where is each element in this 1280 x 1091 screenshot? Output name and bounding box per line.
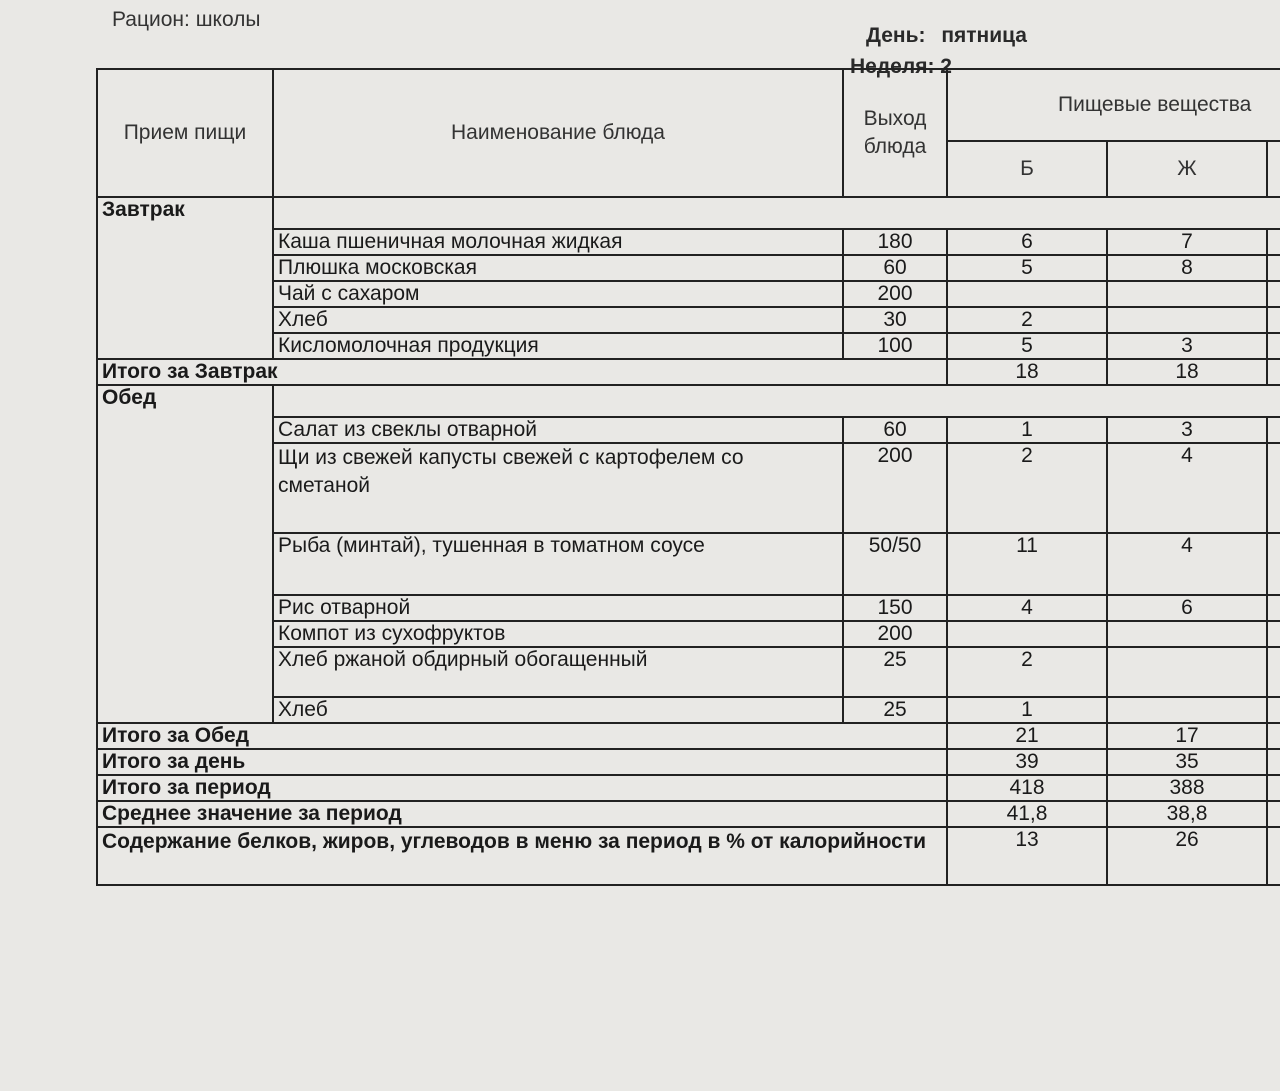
summary-extra	[1267, 749, 1280, 775]
summary-label: Содержание белков, жиров, углеводов в меню за период в % от калорийности	[97, 827, 947, 885]
summary-fat: 38,8	[1107, 801, 1267, 827]
dish-extra	[1267, 533, 1280, 595]
summary-extra	[1267, 775, 1280, 801]
table-row	[97, 229, 1280, 255]
summary-row	[97, 775, 1280, 801]
breakfast-spacer	[273, 197, 1280, 229]
summary-extra	[1267, 801, 1280, 827]
summary-row	[97, 827, 1280, 885]
dish-protein: 5	[947, 333, 1107, 359]
dish-extra	[1267, 255, 1280, 281]
header-protein: Б	[947, 141, 1107, 197]
week-value: 2	[940, 55, 952, 78]
dish-fat	[1107, 697, 1267, 723]
table-row	[97, 417, 1280, 443]
table-row	[97, 647, 1280, 697]
header-row	[97, 69, 1280, 141]
table-row	[97, 533, 1280, 595]
table-row	[97, 621, 1280, 647]
breakfast-section-row	[97, 197, 1280, 229]
dish-protein	[947, 281, 1107, 307]
dish-extra	[1267, 443, 1280, 533]
table-row	[97, 307, 1280, 333]
dish-name: Кисломолочная продукция	[273, 333, 843, 359]
dish-name: Хлеб	[273, 307, 843, 333]
dish-yield: 25	[843, 697, 947, 723]
dish-fat	[1107, 621, 1267, 647]
dish-yield: 180	[843, 229, 947, 255]
dish-fat: 8	[1107, 255, 1267, 281]
dish-name: Каша пшеничная молочная жидкая	[273, 229, 843, 255]
dish-protein: 11	[947, 533, 1107, 595]
dish-name: Рыба (минтай), тушенная в томатном соусе	[273, 533, 843, 595]
dish-yield: 200	[843, 621, 947, 647]
dish-extra	[1267, 417, 1280, 443]
table-row	[97, 443, 1280, 533]
menu-table	[96, 68, 1280, 886]
dish-protein: 5	[947, 255, 1107, 281]
dish-fat: 6	[1107, 595, 1267, 621]
lunch-total-row	[97, 723, 1280, 749]
dish-fat: 4	[1107, 533, 1267, 595]
dish-protein: 4	[947, 595, 1107, 621]
dish-protein: 2	[947, 647, 1107, 697]
table-row	[97, 697, 1280, 723]
dish-fat: 7	[1107, 229, 1267, 255]
summary-protein: 13	[947, 827, 1107, 885]
header-extra	[1267, 141, 1280, 197]
summary-extra	[1267, 827, 1280, 885]
lunch-label: Обед	[97, 385, 273, 723]
day-line	[866, 24, 1027, 48]
dish-yield: 60	[843, 255, 947, 281]
day-label: День:	[866, 24, 926, 47]
dish-protein	[947, 621, 1107, 647]
header-fat: Ж	[1107, 141, 1267, 197]
dish-protein: 1	[947, 417, 1107, 443]
breakfast-label: Завтрак	[97, 197, 273, 359]
dish-yield: 50/50	[843, 533, 947, 595]
breakfast-total-label: Итого за Завтрак	[97, 359, 947, 385]
dish-fat	[1107, 647, 1267, 697]
breakfast-total-row	[97, 359, 1280, 385]
dish-name: Рис отварной	[273, 595, 843, 621]
summary-row	[97, 749, 1280, 775]
summary-fat: 388	[1107, 775, 1267, 801]
header-meal: Прием пищи	[97, 69, 273, 197]
summary-protein: 41,8	[947, 801, 1107, 827]
day-value: пятница	[941, 24, 1027, 47]
breakfast-total-protein: 18	[947, 359, 1107, 385]
breakfast-total-fat: 18	[1107, 359, 1267, 385]
summary-fat: 26	[1107, 827, 1267, 885]
dish-extra	[1267, 595, 1280, 621]
lunch-section-row	[97, 385, 1280, 417]
dish-extra	[1267, 307, 1280, 333]
summary-label: Итого за день	[97, 749, 947, 775]
dish-extra	[1267, 697, 1280, 723]
lunch-total-label: Итого за Обед	[97, 723, 947, 749]
dish-name: Компот из сухофруктов	[273, 621, 843, 647]
dish-name: Щи из свежей капусты свежей с картофелем со сметаной	[273, 443, 843, 533]
dish-name: Плюшка московская	[273, 255, 843, 281]
dish-fat	[1107, 281, 1267, 307]
dish-protein: 1	[947, 697, 1107, 723]
dish-protein: 6	[947, 229, 1107, 255]
summary-label: Среднее значение за период	[97, 801, 947, 827]
lunch-total-protein: 21	[947, 723, 1107, 749]
dish-yield: 150	[843, 595, 947, 621]
breakfast-total-extra	[1267, 359, 1280, 385]
table-row	[97, 333, 1280, 359]
header-dish: Наименование блюда	[273, 69, 843, 197]
ration-title: Рацион: школы	[112, 8, 261, 31]
dish-extra	[1267, 621, 1280, 647]
dish-yield: 200	[843, 281, 947, 307]
dish-yield: 100	[843, 333, 947, 359]
dish-yield: 30	[843, 307, 947, 333]
table-row	[97, 595, 1280, 621]
dish-protein: 2	[947, 307, 1107, 333]
table-row	[97, 255, 1280, 281]
dish-name: Чай с сахаром	[273, 281, 843, 307]
summary-protein: 39	[947, 749, 1107, 775]
dish-yield: 200	[843, 443, 947, 533]
dish-fat	[1107, 307, 1267, 333]
dish-name: Салат из свеклы отварной	[273, 417, 843, 443]
dish-name: Хлеб	[273, 697, 843, 723]
dish-extra	[1267, 229, 1280, 255]
dish-name: Хлеб ржаной обдирный обогащенный	[273, 647, 843, 697]
summary-protein: 418	[947, 775, 1107, 801]
dish-protein: 2	[947, 443, 1107, 533]
header-yield: Выход блюда	[843, 69, 947, 197]
lunch-total-extra	[1267, 723, 1280, 749]
table-row	[97, 281, 1280, 307]
dish-yield: 60	[843, 417, 947, 443]
dish-extra	[1267, 281, 1280, 307]
dish-fat: 4	[1107, 443, 1267, 533]
summary-row	[97, 801, 1280, 827]
dish-fat: 3	[1107, 417, 1267, 443]
dish-yield: 25	[843, 647, 947, 697]
summary-label: Итого за период	[97, 775, 947, 801]
lunch-total-fat: 17	[1107, 723, 1267, 749]
dish-extra	[1267, 333, 1280, 359]
dish-fat: 3	[1107, 333, 1267, 359]
header-nutrients: Пищевые вещества	[947, 69, 1280, 141]
week-label: Неделя:	[850, 55, 935, 78]
lunch-spacer	[273, 385, 1280, 417]
dish-extra	[1267, 647, 1280, 697]
summary-fat: 35	[1107, 749, 1267, 775]
